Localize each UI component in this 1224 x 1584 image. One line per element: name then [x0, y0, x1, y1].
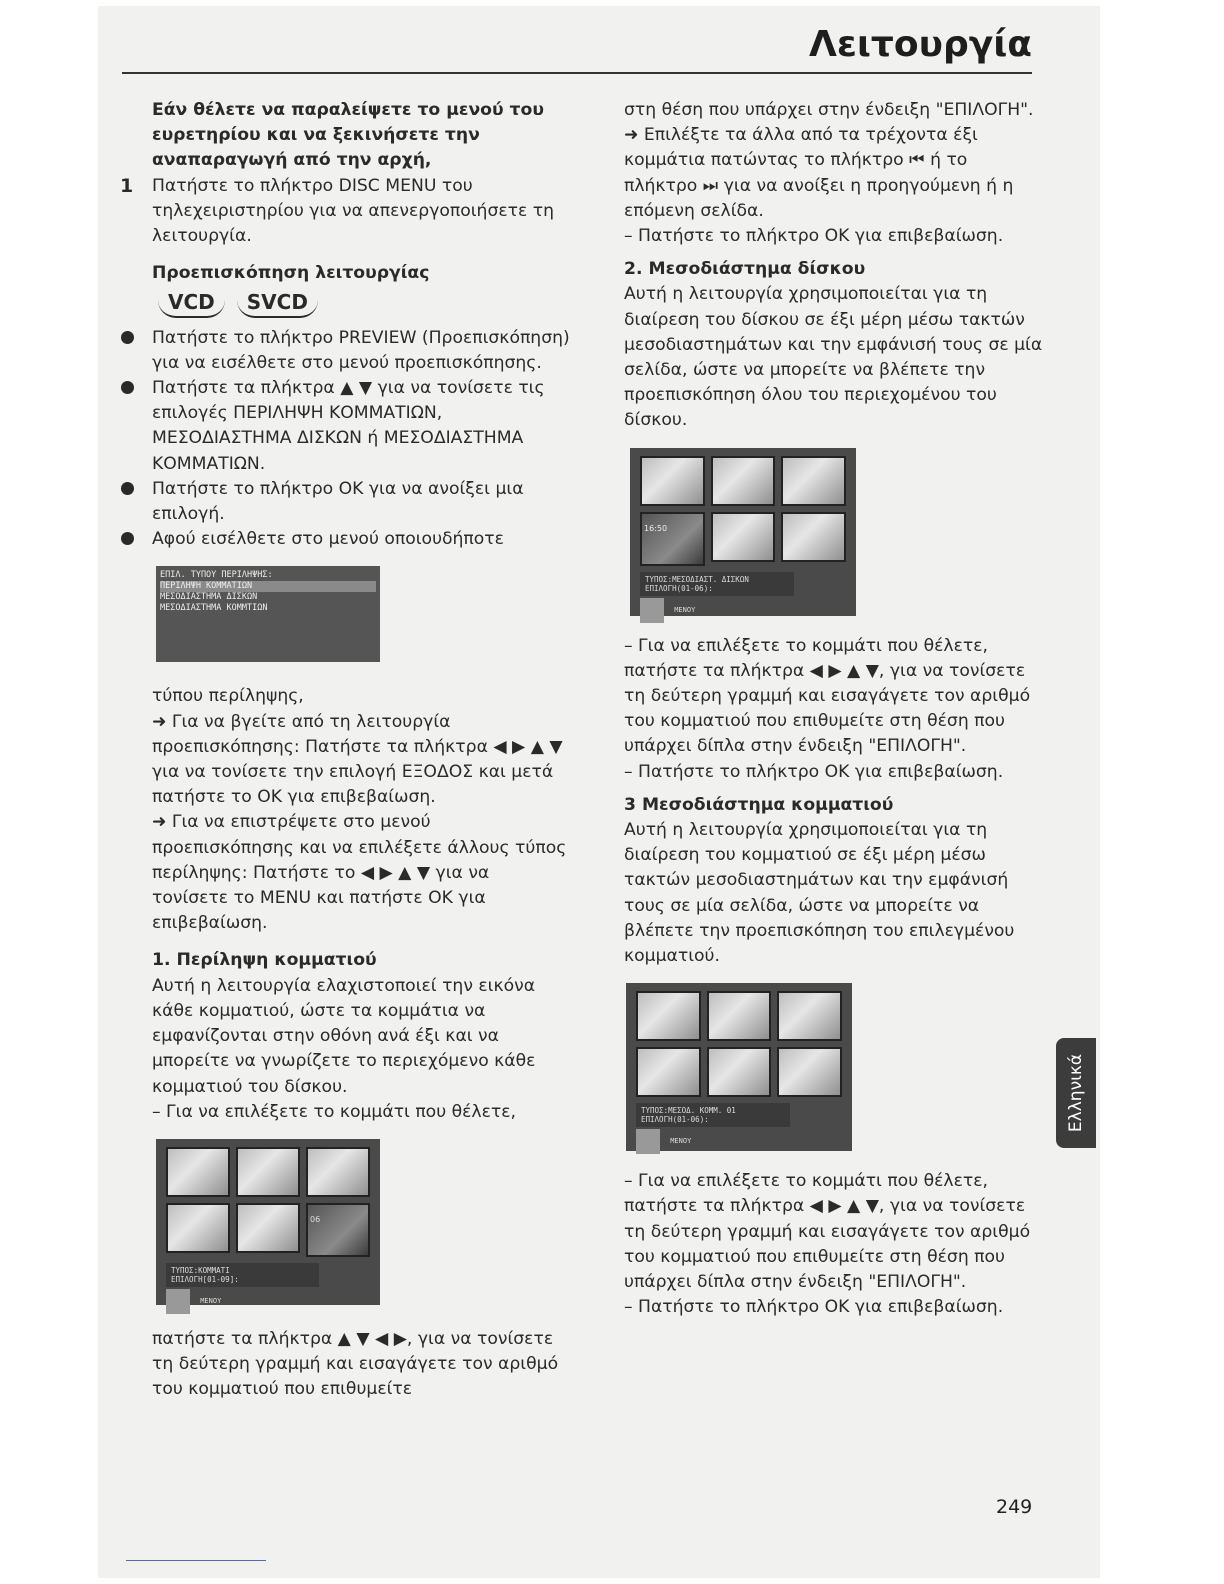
bullet-icon [121, 381, 134, 394]
intro-bold-text: Εάν θέλετε να παραλείψετε το μενού του ευρετηρίου και να ξεκινήσετε την αναπαραγωγή από την αρχή, [152, 100, 544, 171]
section-2-text: Αυτή η λειτουργία χρησιμοποιείται για τη διαίρεση του δίσκου σε έξι μέρη μέσω τακτών μεσοδιαστημάτων και την εμφάνισή τους σε μία σελίδα, ώστε να μπορείτε να βλέπετε την προεπισκόπηση όλου του περιεχομένου του δίσκου. [624, 284, 1043, 431]
thumbnail: 16:50 [640, 512, 705, 566]
tv-menu-button: ΜΕΝΟΥ [674, 605, 696, 614]
tv-menu-button: ΜΕΝΟΥ [670, 1137, 692, 1146]
svcd-badge: SVCD [237, 290, 318, 317]
summary-type-menu-screenshot [156, 566, 380, 662]
thumbnail [777, 991, 842, 1041]
thumbnail-grid [166, 1147, 370, 1257]
menu-line-highlighted: ΠΕΡΙΛΗΨΗ ΚΟΜΜΑΤΙΩΝ [160, 581, 376, 592]
tv-type-line: ΤΥΠΟΣ:ΚΟΜΜΑΤΙ [171, 1265, 230, 1275]
tv-select-line: ΕΠΙΛΟΓΗ[01-09]: [171, 1274, 239, 1284]
tv-selected-button [636, 1129, 660, 1154]
exit-preview-text: ➜ Για να βγείτε από τη λειτουργία προεπισκόπησης: Πατήστε τα πλήκτρα ◀ ▶ ▲ ▼ για να τονίσετε την επιλογή ΕΞΟΔΟΣ και μετά πατήστε το OK για επιβεβαίωση. [152, 711, 563, 808]
track-digest-screenshot [156, 1139, 380, 1305]
thumbnail-grid [636, 991, 842, 1097]
disc-interval-screenshot [630, 448, 856, 616]
step-1-text: Πατήστε το πλήκτρο DISC MENU του τηλεχειριστηρίου για να απενεργοποιήσετε τη λειτουργία. [152, 175, 554, 247]
tv-menu-button: ΜΕΝΟΥ [200, 1296, 222, 1305]
tv-select-line: ΕΠΙΛΟΓΗ(01-06): [645, 583, 713, 593]
step-1 [120, 174, 570, 250]
thumbnail [166, 1203, 230, 1253]
header-rule [122, 72, 1032, 74]
tv-info-box [636, 1103, 790, 1127]
thumbnail [781, 512, 846, 562]
tv-type-line: ΤΥΠΟΣ:ΜΕΣΟΔΙΑΣΤ. ΔΙΣΚΩΝ [645, 574, 749, 584]
preview-heading: Προεπισκόπηση λειτουργίας [152, 263, 430, 284]
thumbnail [306, 1147, 370, 1197]
tv-selected-button [166, 1289, 190, 1314]
tv-select-line: ΕΠΙΛΟΓΗ(01-06): [641, 1115, 709, 1125]
thumbnail [711, 512, 776, 562]
menu-line: ΜΕΣΟΔΙΑΣΤΗΜΑ ΔΙΣΚΩΝ [160, 592, 258, 603]
thumbnail [236, 1147, 300, 1197]
step-number: 1 [120, 174, 134, 197]
tv-buttons [640, 598, 846, 623]
after-menu-text: τύπου περίληψης, [152, 686, 304, 707]
bullet-text: Αφού εισέλθετε στο μενού οποιουδήποτε [152, 529, 504, 550]
bullet-item [152, 326, 570, 376]
vcd-badge: VCD [158, 290, 225, 317]
bullet-item [152, 527, 570, 552]
section-1-heading: 1. Περίληψη κομματιού [152, 950, 377, 971]
thumbnail [781, 456, 846, 506]
ok-confirm-text: – Πατήστε το πλήκτρο OK για επιβεβαίωση. [624, 761, 1004, 782]
tv-buttons [166, 1289, 370, 1314]
menu-line: ΕΠΙΛ. ΤΥΠΟΥ ΠΕΡΙΛΗΨΗΣ: [160, 570, 273, 581]
section-3-select-text: – Για να επιλέξετε το κομμάτι που θέλετε, πατήστε τα πλήκτρα ◀ ▶ ▲ ▼, για να τονίσετε τη δεύτερη γραμμή και εισαγάγετε τον αριθμό του κομματιού που επιθυμείτε στη θέση που υπάρχει δίπλα στην ένδειξη "ΕΠΙΛΟΓΗ". [624, 1171, 1031, 1293]
thumbnail-grid [640, 456, 846, 566]
language-side-tab [1056, 1038, 1096, 1148]
thumbnail [711, 456, 776, 506]
language-tab-label: Ελληνικά [1066, 1053, 1086, 1133]
thumbnail [636, 1047, 701, 1097]
bullet-item [152, 477, 570, 527]
thumbnail [707, 1047, 772, 1097]
tv-buttons [636, 1129, 842, 1154]
tv-type-line: ΤΥΠΟΣ:ΜΕΣΟΔ. ΚΟΜΜ. 01 [641, 1106, 736, 1116]
tv-info-box [166, 1263, 319, 1287]
thumbnail: 06 [306, 1203, 370, 1257]
menu-line: ΜΕΣΟΔΙΑΣΤΗΜΑ ΚΟΜΜΤΙΩΝ [160, 603, 268, 614]
page-number: 249 [996, 1496, 1033, 1518]
bullet-icon [121, 331, 134, 344]
disc-badges [158, 290, 570, 317]
thumbnail [636, 991, 701, 1041]
footer-line [126, 1560, 266, 1561]
ok-confirm-text: – Πατήστε το πλήκτρο OK για επιβεβαίωση. [624, 1297, 1004, 1318]
bullet-text: Πατήστε το πλήκτρο OK για να ανοίξει μια επιλογή. [152, 478, 524, 525]
bullet-icon [121, 482, 134, 495]
left-column [120, 98, 570, 1403]
thumbnail [640, 456, 705, 506]
section-1-text: Αυτή η λειτουργία ελαχιστοποιεί την εικόνα κάθε κομματιού, ώστε τα κομμάτια να εμφανίζονται στην οθόνη ανά έξι και να μπορείτε να γνωρίζετε το περιεχόμενο κάθε κομματιού του δίσκου. [152, 975, 536, 1097]
bullet-item [152, 376, 570, 477]
after-screenshot-text: πατήστε τα πλήκτρα ▲ ▼ ◀ ▶, για να τονίσετε τη δεύτερη γραμμή και εισαγάγετε τον αριθμό του κομματιού που επιθυμείτε [152, 1328, 559, 1400]
tv-selected-button [640, 598, 664, 623]
thumbnail [166, 1147, 230, 1197]
section-1-select-text: – Για να επιλέξετε το κομμάτι που θέλετε, [152, 1101, 516, 1122]
section-3-heading: 3 Μεσοδιάστημα κομματιού [624, 794, 894, 815]
section-2-heading: 2. Μεσοδιάστημα δίσκου [624, 259, 866, 280]
ok-confirm-text: – Πατήστε το πλήκτρο OK για επιβεβαίωση. [624, 226, 1004, 247]
bullet-text: Πατήστε το πλήκτρο PREVIEW (Προεπισκόπηση) για να εισέλθετε στο μενού προεπισκόπησης. [152, 327, 570, 373]
thumbnail [707, 991, 772, 1041]
tv-info-box [640, 572, 794, 596]
thumbnail [777, 1047, 842, 1097]
section-3-text: Αυτή η λειτουργία χρησιμοποιείται για τη διαίρεση του κομματιού σε έξι μέρη μέσω τακτών μεσοδιαστημάτων και την εμφάνισή τους σε μία σελίδα, ώστε να μπορείτε να βλέπετε την προεπισκόπηση του επιλεγμένου κομματιού. [624, 820, 1015, 967]
page-navigation-text: ➜ Επιλέξτε τα άλλα από τα τρέχοντα έξι κομμάτια πατώντας το πλήκτρο ⏮ ή το πλήκτρο ⏭ για να ανοίξει η προηγούμενη ή η επόμενη σελίδα. [624, 125, 1014, 221]
track-interval-screenshot [626, 983, 852, 1151]
continued-text: στη θέση που υπάρχει στην ένδειξη "ΕΠΙΛΟΓΗ". [624, 100, 1034, 120]
bullet-text: Πατήστε τα πλήκτρα ▲ ▼ για να τονίσετε τις επιλογές ΠΕΡΙΛΗΨΗ ΚΟΜΜΑΤΙΩΝ, ΜΕΣΟΔΙΑΣΤΗΜΑ ΔΙΣΚΩΝ ή ΜΕΣΟΔΙΑΣΤΗΜΑ ΚΟΜΜΑΤΙΩΝ. [152, 378, 545, 474]
thumbnail [236, 1203, 300, 1253]
page-title: Λειτουργία [809, 24, 1032, 65]
return-preview-text: ➜ Για να επιστρέψετε στο μενού προεπισκόπησης και να επιλέξετε άλλους τύπος περίληψης: Πατήστε το ◀ ▶ ▲ ▼ για να τονίσετε το MENU και πατήστε OK για επιβεβαίωση. [152, 812, 567, 934]
right-column [624, 98, 1044, 1321]
section-2-select-text: – Για να επιλέξετε το κομμάτι που θέλετε, πατήστε τα πλήκτρα ◀ ▶ ▲ ▼, για να τονίσετε τη δεύτερη γραμμή και εισαγάγετε τον αριθμό του κομματιού που επιθυμείτε στη θέση που υπάρχει δίπλα στην ένδειξη "ΕΠΙΛΟΓΗ". [624, 635, 1031, 757]
